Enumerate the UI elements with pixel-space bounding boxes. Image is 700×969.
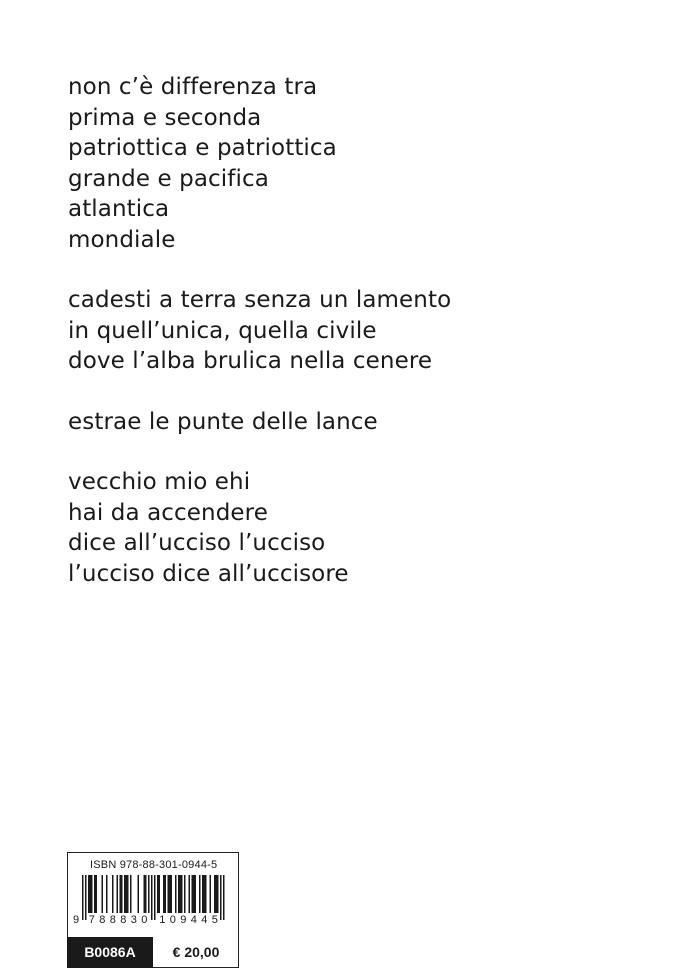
barcode-digit: 0 <box>141 914 148 926</box>
barcode-bar <box>223 875 225 920</box>
poem-line: patriottica e patriottica <box>68 135 337 161</box>
barcode-label <box>67 852 239 968</box>
barcode-bar <box>117 875 119 913</box>
price-row <box>67 937 239 968</box>
barcode-bar <box>157 875 159 913</box>
poem-line: cadesti a terra senza un lamento <box>68 287 452 313</box>
barcode-bar <box>181 875 183 913</box>
barcode-digit: 8 <box>99 914 106 926</box>
poem-line: non c’è differenza tra <box>68 74 318 100</box>
barcode-bar <box>102 875 104 913</box>
barcode-bar <box>126 875 128 913</box>
poem-line: in quell’unica, quella civile <box>68 317 377 344</box>
barcode-digit: 0 <box>169 914 176 926</box>
barcode-bar <box>168 875 170 913</box>
barcode-bar <box>112 875 114 913</box>
stanza-4 <box>68 467 668 589</box>
barcode-bar <box>195 875 197 913</box>
barcode-digit: 4 <box>201 914 208 926</box>
barcode-bar <box>169 875 171 913</box>
poem-line: grande e pacifica <box>68 165 269 192</box>
poem-line: dove l’alba brulica nella cenere <box>68 348 433 374</box>
barcode-bar <box>216 875 218 913</box>
isbn-label: ISBN 978-88-301-0944-5 <box>90 859 218 871</box>
poem-line: atlantica <box>68 196 170 222</box>
barcode-bar <box>175 875 177 913</box>
poem-text <box>68 72 668 619</box>
barcode-bar <box>138 875 140 913</box>
barcode-bar <box>193 875 195 913</box>
barcode-bar <box>85 875 87 920</box>
barcode-bar <box>199 875 201 913</box>
barcode-bar <box>145 875 147 913</box>
barcode-bar <box>144 875 146 913</box>
poem-line: hai da accendere <box>68 499 268 526</box>
barcode-bar <box>94 875 96 913</box>
barcode-bar <box>90 875 92 913</box>
barcode-bar <box>130 875 132 913</box>
poem-line: estrae le punte delle lance <box>68 408 378 435</box>
barcode-bar <box>120 875 122 913</box>
barcode-digit: 3 <box>130 914 137 926</box>
poem-line: l’ucciso dice all’uccisore <box>68 560 349 587</box>
barcode-digit: 9 <box>180 914 187 926</box>
barcode-digit: 8 <box>120 914 127 926</box>
barcode-bar <box>204 875 206 913</box>
barcode-bar <box>163 875 165 913</box>
barcode-bar <box>159 875 161 913</box>
barcode-bar <box>220 875 222 920</box>
barcode-digit: 9 <box>72 914 80 926</box>
poem-line: mondiale <box>68 226 176 253</box>
barcode-icon <box>68 853 238 937</box>
barcode-bar <box>106 875 108 913</box>
barcode-digit: 7 <box>88 914 95 926</box>
barcode-bar <box>184 875 186 913</box>
barcode-bar <box>202 875 204 913</box>
poem-line: prima e seconda <box>68 104 262 131</box>
barcode-bar <box>91 875 93 913</box>
poem-line: vecchio mio ehi <box>68 469 251 495</box>
barcode-bar <box>151 875 153 920</box>
barcode-digit: 5 <box>211 914 218 926</box>
stanza-2 <box>68 285 668 377</box>
barcode-bar <box>121 875 123 913</box>
stanza-3 <box>68 407 668 438</box>
product-code: B0086A <box>67 937 153 968</box>
barcode-bar <box>82 875 84 920</box>
barcode-bar <box>180 875 182 913</box>
barcode-digit: 1 <box>159 914 166 926</box>
stanza-1 <box>68 72 668 255</box>
price-label: € 20,00 <box>172 944 220 960</box>
barcode-bar <box>178 875 180 913</box>
barcode-bar <box>171 875 173 913</box>
barcode-bar <box>205 875 207 913</box>
barcode-bar <box>154 875 156 920</box>
barcode-bar <box>148 875 150 913</box>
barcode-bar <box>124 875 126 913</box>
barcode-digit: 8 <box>109 914 116 926</box>
barcode-digit: 4 <box>190 914 197 926</box>
barcode-bar <box>210 875 212 913</box>
barcode-bar <box>127 875 129 913</box>
barcode-bar <box>192 875 194 913</box>
poem-line: dice all’ucciso l’ucciso <box>68 530 326 556</box>
barcode-bar <box>214 875 216 913</box>
barcode-bar <box>88 875 90 913</box>
barcode-bar <box>165 875 167 913</box>
barcode-bar <box>217 875 219 913</box>
barcode-bar <box>189 875 191 913</box>
barcode-bar <box>96 875 98 913</box>
